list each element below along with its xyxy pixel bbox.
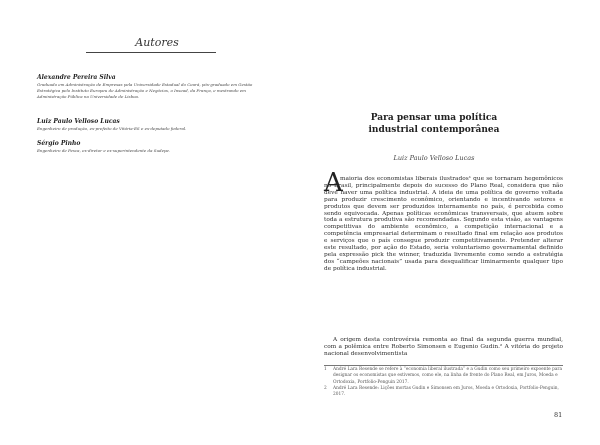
- footnote-divider: [324, 365, 563, 366]
- author-bio: Engenheiro de Pesca, ex-diretor e ex-superintendente da Sudepe.: [37, 148, 171, 153]
- page-number: 81: [554, 411, 563, 419]
- footnote: [324, 386, 563, 399]
- heading-divider: [86, 52, 216, 53]
- author-entry: [37, 74, 272, 100]
- footnotes: [324, 367, 563, 398]
- authors-heading: Autores: [135, 36, 179, 49]
- paragraph: A origem desta controvérsia remonta ao final da segunda guerra mundial, com a polêmica entre Roberto Simonsen e Eugenio Gudin.² A vitória do projeto nacional desenvolvimentista: [324, 337, 563, 357]
- author-name: Sérgio Pinho: [37, 140, 81, 147]
- drop-cap: A: [324, 168, 343, 198]
- article-body: [324, 176, 563, 273]
- author-bio: Graduado em Administração de Empresas pela Universidade Estadual do Ceará, pós-graduado em Gestão Estratégica pelo Instituto Europeu de Administração e Negócios, o Insead, da França, e mestrando em Administração Pública na Universidade de Lisboa.: [37, 82, 253, 99]
- article-body-continued: [324, 337, 563, 358]
- author-name: Alexandre Pereira Silva: [37, 74, 116, 81]
- footnote-text: André Lara Resende: Lições mortas Gudin e Simonsen em Juros, Moeda e Ortodoxia, Portfolio-Penguin, 2017.: [333, 385, 559, 398]
- article-title: Para pensar uma política industrial contemporânea: [368, 113, 500, 135]
- footnote-number: 1: [324, 367, 327, 372]
- author-name: Luiz Paulo Velloso Lucas: [37, 118, 120, 125]
- article-author: Luiz Paulo Velloso Lucas: [393, 154, 475, 162]
- footnote-text: André Lara Resende se refere à “economia liberal ilustrada” e a Gudin como seu primeiro expoente para designar os economistas que estivemos, como ele, na linha de frente do Plano Real, em Juros, Moeda e Ortodoxia, Portfolio-Penguin 2017.: [333, 367, 563, 385]
- footnote: [324, 367, 563, 386]
- paragraph: maioria dos economistas liberais ilustrados¹ que se tornaram hegemônicos no Brasil, principalmente depois do sucesso do Plano Real, considera que não deve haver uma política industrial. A ideia de uma política de governo voltada para produzir crescimento econômico, orientando e incentivando setores e produtos que devem ser produzidos internamente no país, é percebida como sendo equivocada. Apenas políticas econômicas transversais, que atuem sobre toda a estrutura produtiva são recomendadas. Segundo esta visão, as vantagens competitivas do ambiente econômico, a competição internacional e a competência empresarial determinam o resultado final em relação aos produtos e serviços que o país consegue produzir competitivamente. Pretender alterar este resultado, por ação do Estado, seria voluntarismo governamental definido pela expressão pick the winner, traduzida livremente como sendo a estratégia dos “campeões nacionais” usada para desqualificar liminarmente qualquer tipo de política industrial.: [324, 176, 563, 272]
- author-bio: Engenheiro de produção, ex-prefeito de Vitória-ES e ex-deputado federal.: [37, 126, 187, 131]
- author-entry: [37, 140, 272, 154]
- author-entry: [37, 118, 272, 132]
- footnote-number: 2: [324, 385, 327, 391]
